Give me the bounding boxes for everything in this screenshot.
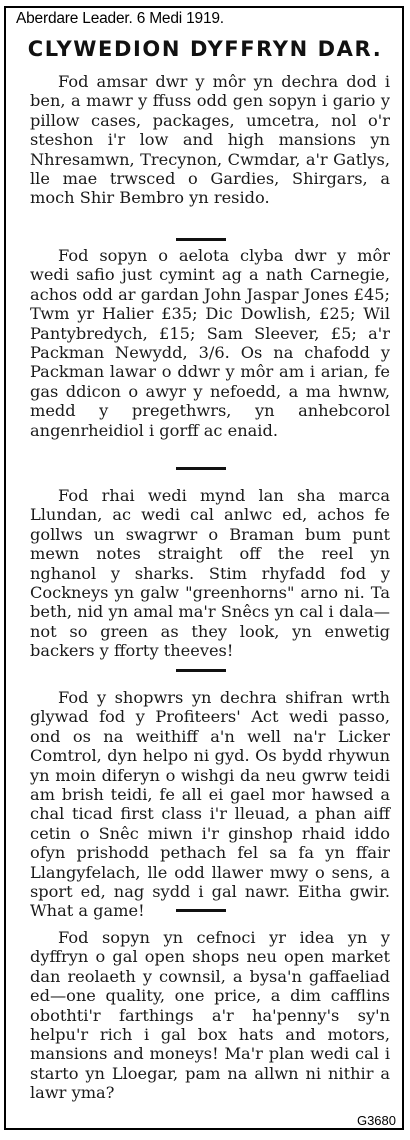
paragraph-1: Fod amsar dwr y môr yn dechra dod i ben, a mawr y ffuss odd gen sopyn i gario y pillow cases, packages, umcetra, nol o'r steshon i'r low and high mansions yn Nhresamwn, Trecynon, Cwmdar, a'r Gatlys, lle mae trwsced o Gardies, Shirgars, a moch Shir Bembro yn resido.: [30, 72, 390, 208]
headline: CLYWEDION DYFFRYN DAR.: [27, 37, 383, 61]
section-divider-2: [176, 467, 226, 470]
section-divider-4: [176, 909, 226, 912]
paragraph-4: Fod y shopwrs yn dechra shifran wrth glywad fod y Profiteers' Act wedi passo, ond os na weithiff a'n well na'r Licker Comtrol, dyn helpo ni gyd. Os bydd rhywun yn moin diferyn o wishgi da neu gwrw teidi am brish teidi, fe all ei gael mor hawsed a chal ticad first class i'r lleuad, a phan aiff cetin o Snêc miwn i'r ginshop rhaid iddo ofyn prishodd pethach fel sa fa yn ffair Llangyfelach, lle odd llawer mwy o sens, a sport ed, nag sydd i gal nawr. Eitha gwir. What a game!: [30, 688, 390, 921]
section-divider-1: [176, 238, 226, 241]
paragraph-5: Fod sopyn yn cefnoci yr idea yn y dyffryn o gal open shops neu open market dan reolaeth y cownsil, a bysa'n gaffaeliad ed—one quality, one price, a dim cafflins obothti'r farthings a'r ha'penny's sy'n helpu'r rich i gal box hats and motors, mansions and moneys! Ma'r plan wedi cal i starto yn Lloegar, pam na allwn ni nithir a lawr yma?: [30, 928, 390, 1103]
section-divider-3: [176, 669, 226, 672]
source-line: Aberdare Leader. 6 Medi 1919.: [16, 10, 224, 27]
catalog-number: G3680: [356, 1113, 396, 1128]
paragraph-2: Fod sopyn o aelota clyba dwr y môr wedi safio just cymint ag a nath Carnegie, achos odd ar gardan John Jaspar Jones £45; Twm yr Halier £35; Dic Dowlish, £25; Wil Pantybredych, £15; Sam Sleever, £5; a'r Packman Newydd, 3/6. Os na chafodd y Packman lawar o ddwr y môr am i arian, fe gas ddicon o awyr y nefoedd, a ma hwnw, medd y pregethwrs, yn anhebcorol angenrheidiol i gorff ac enaid.: [30, 246, 390, 440]
paragraph-3: Fod rhai wedi mynd lan sha marca Llundan, ac wedi cal anlwc ed, achos fe gollws un swagrwr o Braman bum punt mewn notes straight off the reel yn nghanol y sharks. Stim rhyfadd fod y Cockneys yn galw "greenhorns" arno ni. Ta beth, nid yn amal ma'r Snêcs yn cal i dala—not so green as they look, yn enwetig backers y fforty theeves!: [30, 486, 390, 661]
